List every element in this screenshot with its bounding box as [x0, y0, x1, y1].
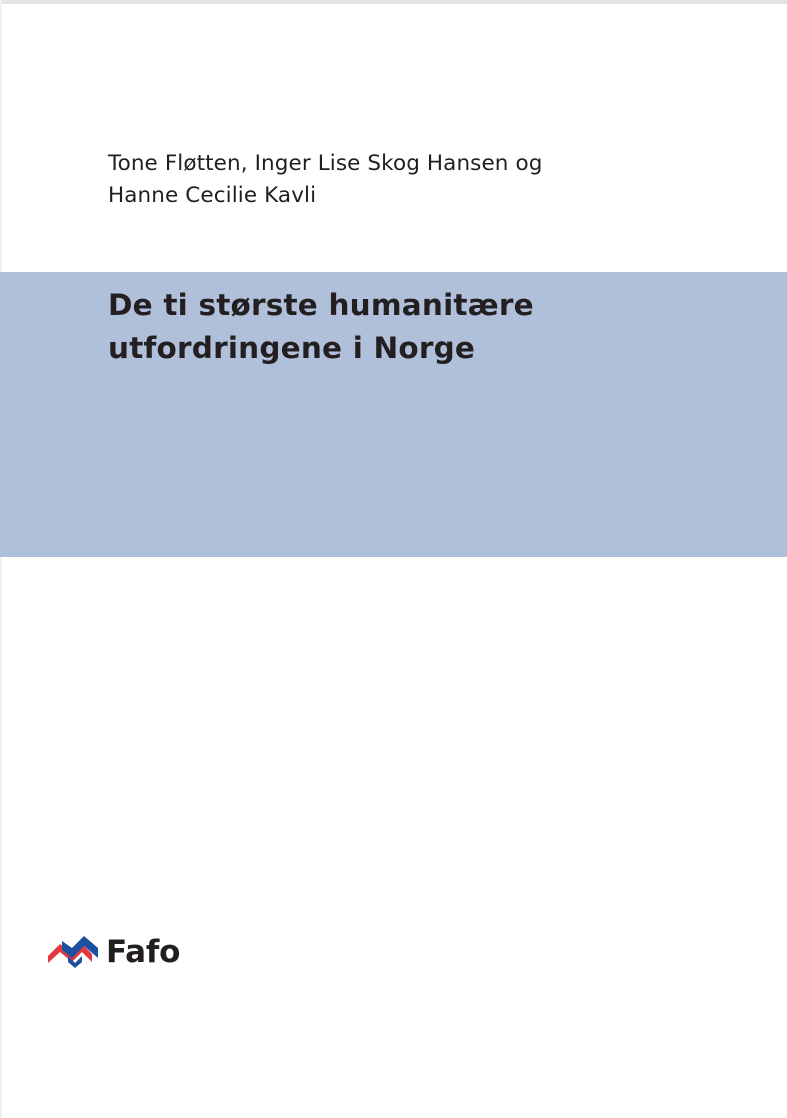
title-line-1: De ti største humanitære: [108, 288, 534, 322]
author-line-1: Tone Fløtten, Inger Lise Skog Hansen og: [108, 151, 543, 176]
author-block: [108, 148, 708, 212]
page-title: [108, 284, 728, 370]
title-line-2: utfordringene i Norge: [108, 331, 476, 365]
fafo-logo: [48, 930, 180, 974]
page-left-edge: [0, 0, 2, 1118]
author-line-2: Hanne Cecilie Kavli: [108, 183, 317, 208]
fafo-logo-text: Fafo: [106, 934, 181, 970]
fafo-logo-mark-icon: [48, 936, 100, 968]
page-top-edge: [0, 0, 787, 4]
